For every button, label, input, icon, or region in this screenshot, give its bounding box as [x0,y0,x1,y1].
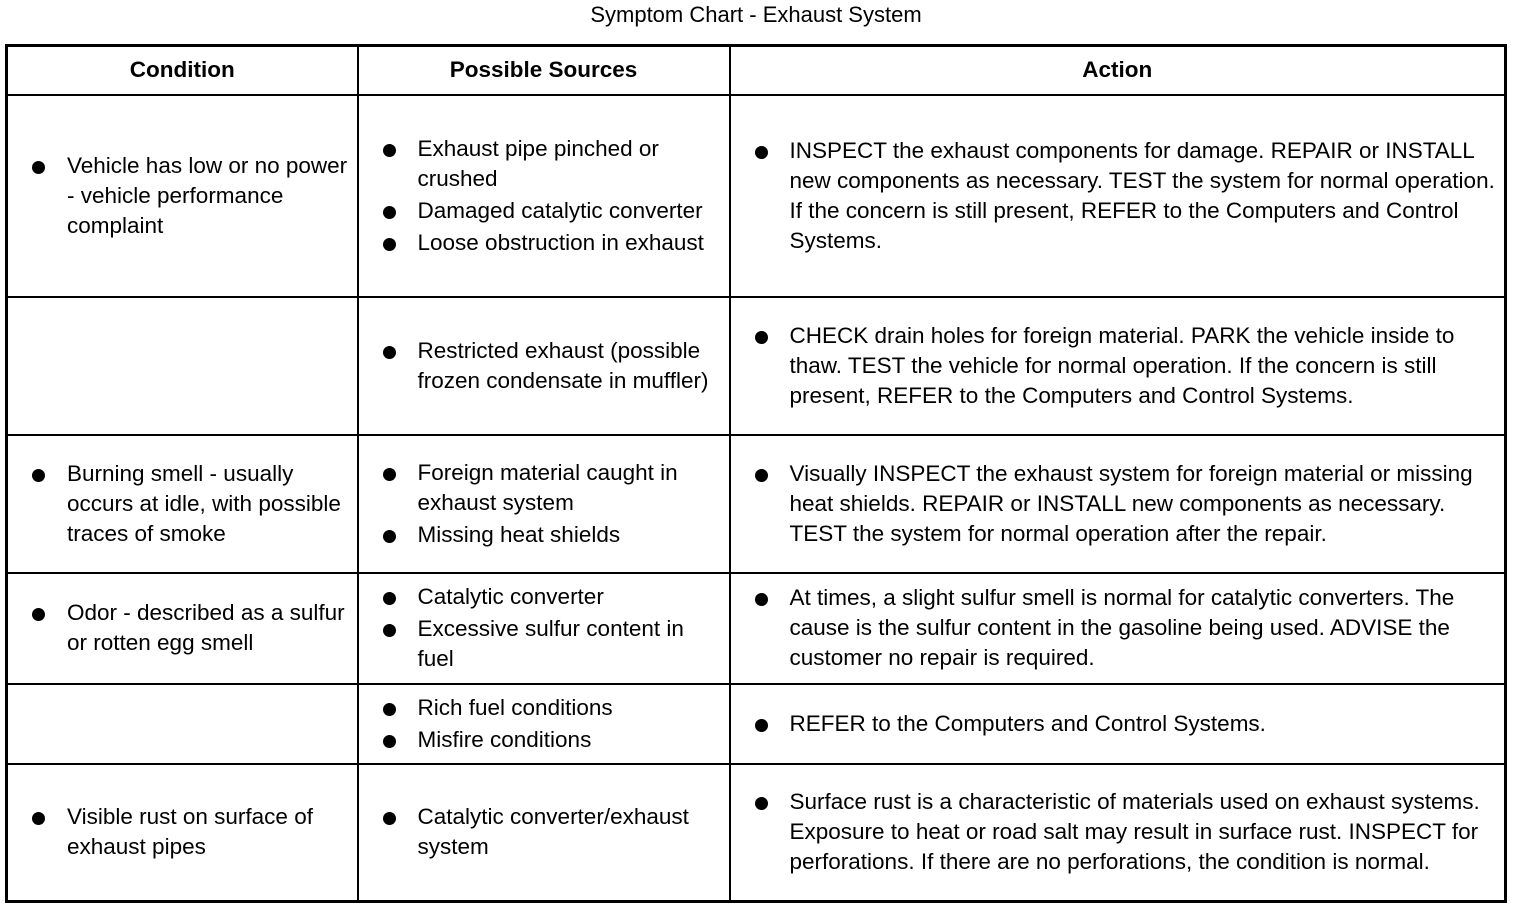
cell-condition [7,684,358,764]
action-item: CHECK drain holes for foreign material. PARK the vehicle inside to thaw. TEST the vehicle for normal operation. If the concern is still present, REFER to the Computers and Control Systems. [755,321,1497,411]
cell-sources [358,95,730,297]
table-body [7,95,1506,902]
cell-condition [7,95,358,297]
condition-item: Odor - described as a sulfur or rotten egg smell [32,598,349,658]
cell-sources [358,297,730,435]
sources-item: Excessive sulfur content in fuel [383,614,721,674]
action-item: At times, a slight sulfur smell is normal for catalytic converters. The cause is the sulfur content in the gasoline being used. ADVISE the customer no repair is required. [755,583,1497,673]
condition-list [32,598,349,658]
header-sources: Possible Sources [358,46,730,95]
action-item: INSPECT the exhaust components for damage. REPAIR or INSTALL new components as necessary. TEST the system for normal operation. If the concern is still present, REFER to the Computers and Control Systems. [755,136,1497,256]
header-action: Action [730,46,1506,95]
table-row [7,764,1506,902]
sources-item: Missing heat shields [383,520,721,550]
cell-action [730,573,1506,684]
action-list [755,321,1497,411]
sources-list [383,458,721,550]
cell-action [730,684,1506,764]
table-row [7,297,1506,435]
sources-item: Damaged catalytic converter [383,196,721,226]
cell-condition [7,435,358,573]
header-condition: Condition [7,46,358,95]
sources-list [383,582,721,674]
action-item: Surface rust is a characteristic of materials used on exhaust systems. Exposure to heat or road salt may result in surface rust. INSPECT for perforations. If there are no perforations, the condition is normal. [755,787,1497,877]
cell-sources [358,764,730,902]
cell-action [730,435,1506,573]
sources-list [383,693,721,755]
action-list [755,136,1497,256]
sources-item: Restricted exhaust (possible frozen condensate in muffler) [383,336,721,396]
sources-item: Loose obstruction in exhaust [383,228,721,258]
condition-list [32,802,349,862]
action-list [755,709,1497,739]
symptom-table [5,44,1507,903]
table-row [7,95,1506,297]
cell-condition [7,297,358,435]
sources-list [383,802,721,862]
action-list [755,787,1497,877]
cell-condition [7,573,358,684]
table-row [7,684,1506,764]
sources-list [383,336,721,396]
cell-sources [358,435,730,573]
sources-item: Catalytic converter [383,582,721,612]
cell-sources [358,684,730,764]
sources-item: Foreign material caught in exhaust system [383,458,721,518]
table-row [7,435,1506,573]
cell-action [730,297,1506,435]
cell-sources [358,573,730,684]
condition-list [32,151,349,241]
table-row [7,573,1506,684]
condition-item: Burning smell - usually occurs at idle, with possible traces of smoke [32,459,349,549]
cell-action [730,95,1506,297]
condition-list [32,459,349,549]
action-list [755,583,1497,673]
cell-condition [7,764,358,902]
sources-item: Misfire conditions [383,725,721,755]
header-row [7,46,1506,95]
condition-item: Vehicle has low or no power - vehicle performance complaint [32,151,349,241]
action-item: REFER to the Computers and Control Systems. [755,709,1497,739]
action-item: Visually INSPECT the exhaust system for foreign material or missing heat shields. REPAIR or INSTALL new components as necessary. TEST the system for normal operation after the repair. [755,459,1497,549]
sources-item: Rich fuel conditions [383,693,721,723]
chart-title: Symptom Chart - Exhaust System [590,2,922,27]
cell-action [730,764,1506,902]
condition-item: Visible rust on surface of exhaust pipes [32,802,349,862]
sources-item: Catalytic converter/exhaust system [383,802,721,862]
sources-item: Exhaust pipe pinched or crushed [383,134,721,194]
action-list [755,459,1497,549]
sources-list [383,134,721,258]
